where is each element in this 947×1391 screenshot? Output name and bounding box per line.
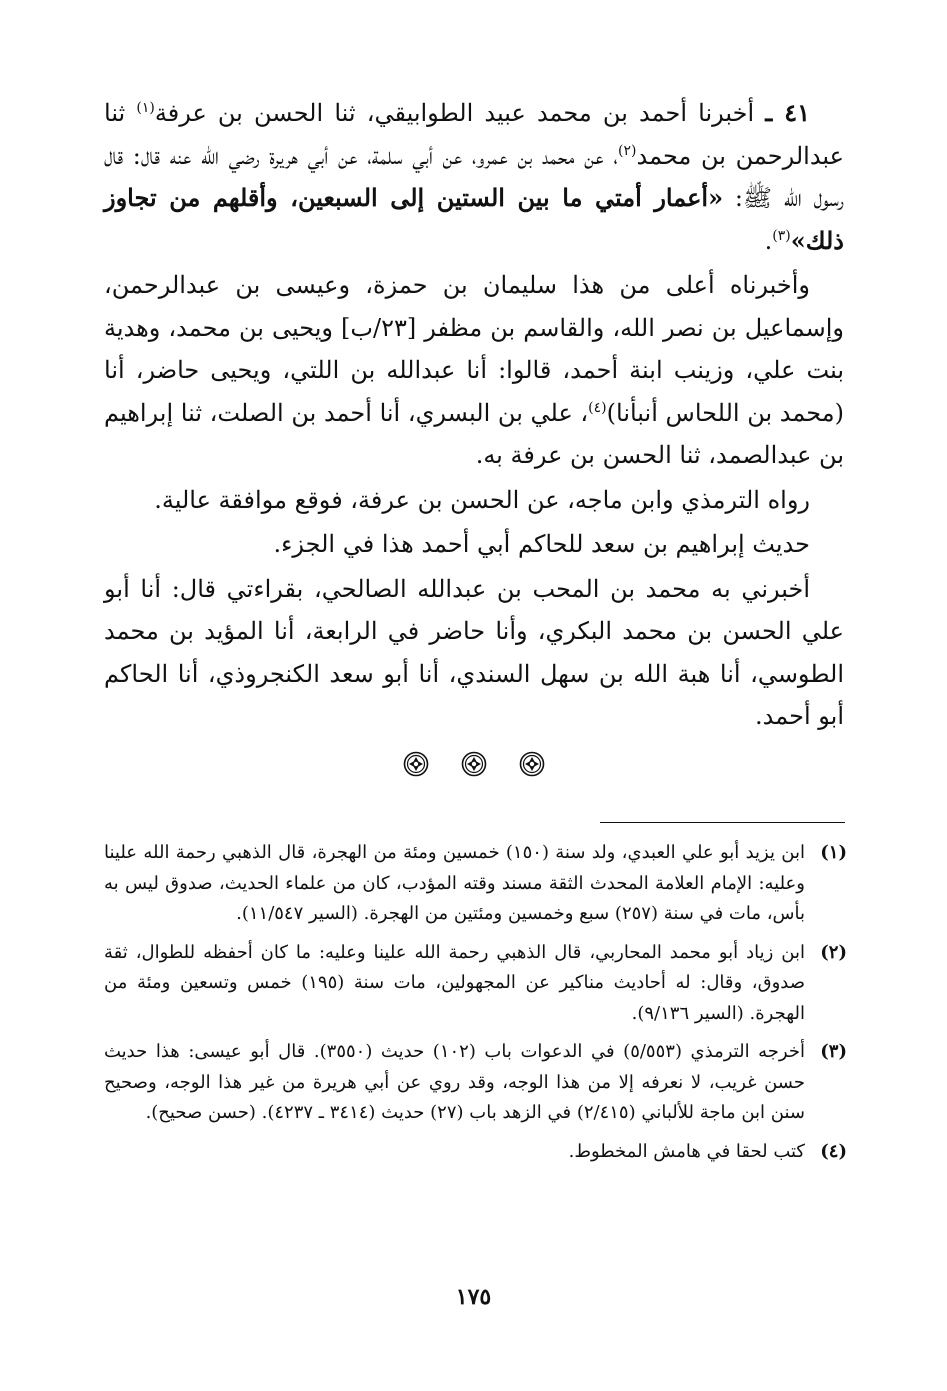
paragraph-hadith [104, 92, 844, 262]
footnote-item [104, 1037, 847, 1129]
text-segment: . [764, 226, 773, 255]
footnote-number: (١) [820, 842, 847, 863]
footnote-ref[interactable]: (٤) [588, 399, 607, 416]
text-segment: أخبرنا أحمد بن محمد عبيد الطوابيقي، ثنا الحسن بن عرفة [154, 99, 755, 127]
hadith-quote: «أعمار أمتي ما بين الستين إلى السبعين، وأقلهم من تجاوز ذلك» [104, 183, 844, 255]
hadith-number: ٤١ ـ [765, 98, 810, 127]
footnote-ref[interactable]: (١) [136, 100, 155, 116]
footnotes [104, 838, 847, 1175]
ornament-icon [461, 751, 487, 777]
footnote-number: (٢) [820, 941, 847, 963]
footnote-text: ابن زياد أبو محمد المحاربي، قال الذهبي رحمة الله علينا وعليه: ما كان أحفظه للطوال، ثقة صدوق، وقال: له أحاديث مناكير عن المجهولين، مات سنة (١٩٥) خمس وتسعين ومئة من الهجرة. (السير ٩/١٣٦). [104, 941, 806, 1024]
footnote-text: أخرجه الترمذي (٥/٥٥٣) في الدعوات باب (١٠٢) حديث (٣٥٥٠). قال أبو عيسى: هذا حديث حسن غريب، لا نعرفه إلا من هذا الوجه، وقد روي عن أبي هريرة من غير هذا الوجه، وصحيح سنن ابن ماجة للألباني (٢/٤١٥) في الزهد باب (٢٧) حديث (٣٤١٤ ـ ٤٢٣٧). (حسن صحيح). [104, 1041, 805, 1123]
footnote-text: كتب لحقا في هامش المخطوط. [568, 1140, 805, 1162]
text-segment: وأخبرناه أعلى من هذا سليمان بن حمزة، وعيسى بن عبدالرحمن، وإسماعيل بن نصر الله، والقاسم بن مظفر [٢٣/ب] ويحيى بن محمد، وهدية بنت علي، وزينب ابنة أحمد، قالوا: أنا عبدالله بن اللتي، ويحيى حاضر، أنا (محمد بن اللحاس أنبأنا) [104, 271, 844, 427]
text-segment: ثنا عبدالرحمن بن محمد [104, 99, 844, 170]
text-segment: ، عن محمد بن عمرو، عن أبي سلمة، عن أبي هريرة رضي الله عنه قال: قال رسول الله ﷺ: [104, 141, 844, 212]
main-text [104, 92, 844, 784]
ornament-row [104, 744, 844, 784]
page-number: ١٧٥ [455, 1284, 492, 1310]
footnote-divider [600, 822, 845, 823]
footnote-ref[interactable]: (٣) [772, 227, 791, 244]
paragraph-note: حديث إبراهيم بن سعد للحاكم أبي أحمد هذا في الجزء. [273, 530, 810, 558]
footnote-item [104, 1137, 847, 1168]
footnote-number: (٣) [820, 1041, 847, 1062]
ornament-icon [519, 751, 545, 777]
paragraph-narration: رواه الترمذي وابن ماجه، عن الحسن بن عرفة، فوقع موافقة عالية. [154, 485, 810, 514]
footnote-ref[interactable]: (٢) [618, 142, 637, 159]
footnote-item [104, 838, 847, 930]
ornament-icon [403, 751, 429, 777]
paragraph-chain-2: أخبرني به محمد بن المحب بن عبدالله الصالحي، بقراءتي قال: أنا أبو علي الحسن بن محمد البكري، وأنا حاضر في الرابعة، أنا المؤيد بن محمد الطوسي، أنا هبة الله بن سهل السندي، أنا أبو سعد الكنجروذي، أنا الحاكم أبو أحمد. [104, 574, 844, 730]
footnote-text: ابن يزيد أبو علي العبدي، ولد سنة (١٥٠) خمسين ومئة من الهجرة، قال الذهبي رحمة الله علينا وعليه: الإمام العلامة المحدث الثقة مسند وقته المؤدب، كان من علماء الحديث، صدوق ليس به بأس، مات في سنة (٢٥٧) سبع وخمسين ومئتين من الهجرة. (السير ١١/٥٤٧). [104, 842, 805, 924]
paragraph-chain [104, 264, 844, 477]
footnote-item [104, 938, 847, 1030]
footnote-number: (٤) [820, 1140, 847, 1162]
text-segment: ، علي بن البسري، أنا أحمد بن الصلت، ثنا إبراهيم بن عبدالصمد، ثنا الحسن بن عرفة به. [104, 398, 844, 469]
